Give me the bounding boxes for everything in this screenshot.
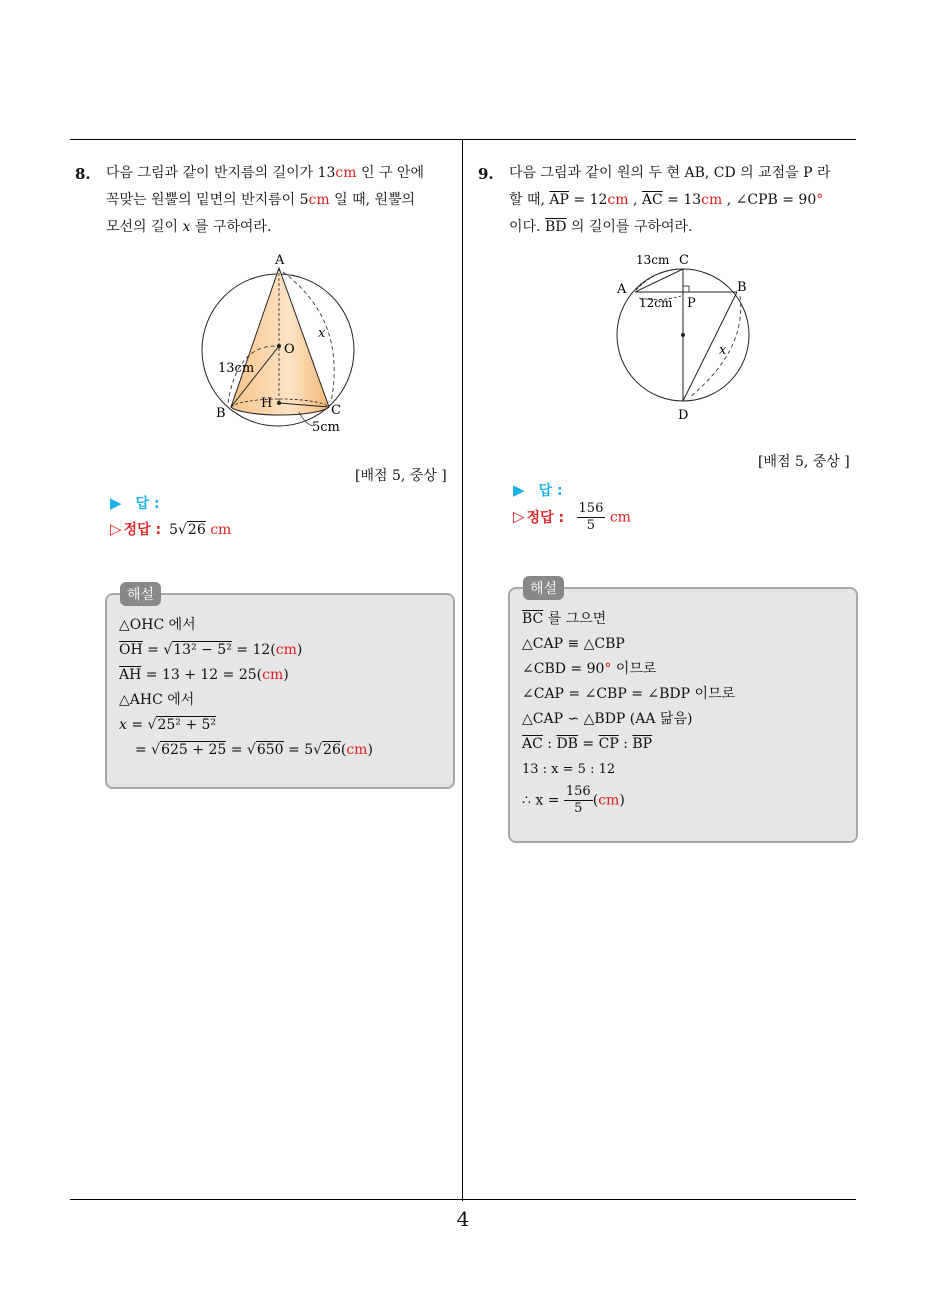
q9-right-angle bbox=[683, 286, 689, 292]
q9-seg-ac: $\overline{AC}$ bbox=[641, 192, 663, 208]
q8-label-b: B bbox=[216, 406, 226, 421]
q9-l3-post: 의 길이를 구하여라. bbox=[566, 219, 693, 235]
q8-exp-6f: 26 bbox=[323, 742, 341, 758]
q9-l3-pre: 이다. bbox=[509, 219, 545, 235]
q8-score: [배점 5, 중상 ] bbox=[355, 468, 447, 484]
q9-exp-den: 5 bbox=[574, 801, 583, 816]
q8-seg-ah: $\overline{AH}$ bbox=[119, 667, 142, 683]
q9-exp-3c: 이므로 bbox=[611, 661, 657, 677]
q8-number: 8. bbox=[75, 165, 91, 183]
q9-center bbox=[681, 333, 685, 337]
q8-exp-6i: ) bbox=[367, 742, 373, 758]
answer-arrow-icon: ▶ bbox=[513, 481, 525, 499]
q8-correct-radicand: 26 bbox=[187, 522, 206, 538]
q8-unit-1: cm bbox=[335, 165, 357, 181]
q9-exp-6e: $\overline{CP}$ bbox=[598, 736, 619, 752]
column-divider bbox=[462, 139, 463, 1201]
q9-answer-label: 답 : bbox=[538, 483, 563, 499]
q9-correct-fraction bbox=[577, 501, 606, 534]
q9-exp-line-5: △CAP ∽ △BDP (AA 닮음) bbox=[522, 711, 693, 727]
q8-figure bbox=[195, 250, 365, 440]
q9-l2-sep: , bbox=[628, 192, 642, 208]
q9-exp-8a: ∴ x = bbox=[522, 792, 564, 809]
q9-exp-3a: ∠CBD = 90 bbox=[522, 661, 605, 677]
q9-l2-u1: cm bbox=[607, 192, 629, 208]
q8-exp-line-6 bbox=[119, 738, 373, 763]
q9-explanation-tag: 해설 bbox=[523, 576, 564, 600]
q9-label-d: D bbox=[678, 408, 689, 423]
q8-seg-oh: $\overline{OH}$ bbox=[119, 642, 143, 658]
q9-exp-3b: ° bbox=[604, 661, 612, 677]
q9-label-a: A bbox=[617, 282, 627, 297]
q8-answer-row bbox=[110, 493, 160, 513]
q9-exp-line-2: △CAP ≡ △CBP bbox=[522, 636, 625, 652]
q8-exp-line-2 bbox=[119, 638, 373, 663]
q9-figure bbox=[605, 250, 765, 425]
q8-exp-6g: ( bbox=[340, 742, 347, 758]
q8-exp-6h: cm bbox=[346, 742, 368, 758]
q8-exp-3b: = 13 + 12 = 25( bbox=[141, 667, 263, 683]
q8-answer-label: 답 : bbox=[135, 496, 160, 512]
q9-label-12cm: 12cm bbox=[639, 296, 673, 310]
q9-label-13cm: 13cm bbox=[636, 253, 670, 267]
q8-exp-2c: 13² − 5² bbox=[173, 642, 232, 658]
q9-exp-line-6 bbox=[522, 732, 735, 757]
q9-exp-1b: 를 그으면 bbox=[543, 611, 607, 627]
q8-line1-end: 인 구 안에 bbox=[356, 165, 424, 181]
correct-arrow-icon: ▷ bbox=[513, 507, 525, 526]
q8-var-x: x bbox=[182, 219, 191, 235]
q9-score: [배점 5, 중상 ] bbox=[758, 454, 850, 470]
q9-explanation-lines bbox=[522, 607, 735, 817]
top-rule bbox=[70, 139, 856, 140]
q8-exp-6b: 625 + 25 bbox=[161, 742, 227, 758]
correct-arrow-icon: ▷ bbox=[110, 520, 122, 538]
q8-point-o bbox=[277, 344, 281, 348]
q9-13-arc bbox=[636, 269, 679, 290]
q8-exp-6a: = √ bbox=[135, 742, 161, 758]
q8-exp-6e: = 5√ bbox=[283, 742, 323, 758]
q8-correct-value: 5√26 cm bbox=[169, 522, 232, 538]
q8-correct-label: 정답 : bbox=[123, 522, 162, 538]
q9-x-arc bbox=[689, 296, 741, 398]
q9-exp-6g: $\overline{BP}$ bbox=[632, 736, 653, 752]
q9-text bbox=[509, 160, 861, 241]
q9-number: 9. bbox=[478, 165, 494, 183]
q9-label-b: B bbox=[737, 280, 747, 295]
q9-exp-line-7: 13 : x = 5 : 12 bbox=[522, 762, 616, 777]
q8-unit-2: cm bbox=[308, 192, 330, 208]
q8-exp-line-5 bbox=[119, 713, 373, 738]
q9-l2-mid1: = 12 bbox=[568, 192, 608, 208]
q9-exp-6b: : bbox=[542, 736, 557, 752]
q9-exp-fraction bbox=[564, 784, 593, 817]
q8-exp-line-1: △OHC 에서 bbox=[119, 617, 196, 633]
q9-l2-mid3: , ∠CPB = 90 bbox=[722, 192, 817, 208]
q9-exp-6d: = bbox=[577, 736, 599, 752]
q8-exp-line-4: △AHC 에서 bbox=[119, 692, 195, 708]
q8-line3-end: 를 구하여라. bbox=[190, 219, 272, 235]
q8-label-h: H bbox=[261, 396, 273, 411]
q8-exp-5a: x bbox=[119, 717, 127, 733]
q9-exp-line-8 bbox=[522, 784, 735, 817]
bottom-rule bbox=[70, 1199, 856, 1200]
q8-point-h bbox=[277, 401, 281, 405]
q8-exp-6c: = √ bbox=[226, 742, 256, 758]
q9-exp-line-1 bbox=[522, 607, 735, 632]
q9-seg-ap: $\overline{AP}$ bbox=[549, 192, 569, 208]
q8-line3: 모선의 길이 bbox=[106, 219, 183, 235]
q9-exp-line-4: ∠CAP = ∠CBP = ∠BDP 이므로 bbox=[522, 686, 736, 702]
q8-explanation-tag: 해설 bbox=[120, 582, 161, 606]
q9-exp-8c: cm bbox=[598, 792, 620, 809]
q9-seg-bd: $\overline{BD}$ bbox=[544, 219, 567, 235]
q9-label-c: C bbox=[679, 253, 689, 268]
q9-exp-8d: ) bbox=[619, 792, 625, 809]
q8-exp-line-3 bbox=[119, 663, 373, 688]
q8-explanation-lines bbox=[119, 613, 373, 763]
q8-exp-3c: cm bbox=[262, 667, 284, 683]
q8-exp-6d: 650 bbox=[256, 742, 284, 758]
q9-label-x: x bbox=[719, 343, 727, 358]
q8-label-5cm: 5cm bbox=[312, 420, 340, 435]
q8-explanation-box bbox=[105, 593, 455, 789]
q9-l2-mid2: = 13 bbox=[662, 192, 702, 208]
page-number: 4 bbox=[456, 1207, 470, 1231]
q8-exp-2e: cm bbox=[275, 642, 297, 658]
q8-cone bbox=[231, 268, 329, 415]
q8-exp-2f: ) bbox=[296, 642, 303, 658]
q8-correct-coef: 5 bbox=[169, 522, 178, 538]
q9-correct-num: 156 bbox=[578, 501, 604, 516]
q8-label-x: x bbox=[318, 326, 326, 341]
q9-l2-pre: 할 때, bbox=[509, 192, 550, 208]
q9-exp-6a: $\overline{AC}$ bbox=[522, 736, 543, 752]
q8-label-o: O bbox=[284, 342, 295, 357]
q9-chord-ac bbox=[635, 269, 683, 292]
q8-line2-end: 일 때, 원뿔의 bbox=[329, 192, 416, 208]
q8-text bbox=[106, 160, 456, 241]
q9-correct-row bbox=[513, 501, 631, 534]
q9-seg-bc: $\overline{BC}$ bbox=[522, 611, 544, 627]
q8-line2: 꼭맞는 원뿔의 밑면의 반지름이 5 bbox=[106, 192, 309, 208]
q8-label-13cm: 13cm bbox=[218, 361, 255, 376]
q9-explanation-box bbox=[508, 587, 858, 843]
q8-label-a: A bbox=[275, 253, 285, 268]
q9-correct-unit: cm bbox=[609, 509, 631, 526]
q9-answer-row bbox=[513, 480, 563, 500]
q9-l2-deg: ° bbox=[816, 192, 824, 208]
q8-exp-2d: = 12( bbox=[231, 642, 276, 658]
q9-label-p: P bbox=[687, 296, 696, 311]
q8-exp-5b: = √ bbox=[126, 717, 157, 733]
q9-exp-6f: : bbox=[618, 736, 633, 752]
q8-label-c: C bbox=[331, 403, 341, 418]
q9-exp-num: 156 bbox=[565, 784, 591, 799]
q9-exp-6c: $\overline{DB}$ bbox=[556, 736, 578, 752]
q8-correct-row bbox=[110, 519, 231, 539]
q8-line1: 다음 그림과 같이 반지름의 길이가 13 bbox=[106, 165, 336, 181]
q8-exp-5c: 25² + 5² bbox=[157, 717, 217, 733]
q9-l2-u2: cm bbox=[701, 192, 723, 208]
q9-correct-label: 정답 : bbox=[526, 509, 565, 526]
q8-correct-unit: cm bbox=[210, 522, 232, 538]
q9-exp-line-3 bbox=[522, 657, 735, 682]
q9-correct-den: 5 bbox=[586, 518, 596, 533]
q8-exp-3d: ) bbox=[283, 667, 289, 683]
q9-line1: 다음 그림과 같이 원의 두 현 AB, CD 의 교점을 P 라 bbox=[509, 165, 831, 181]
q8-exp-2b: = √ bbox=[142, 642, 173, 658]
q9-exp-8b: ( bbox=[592, 792, 599, 809]
answer-arrow-icon: ▶ bbox=[110, 494, 122, 512]
